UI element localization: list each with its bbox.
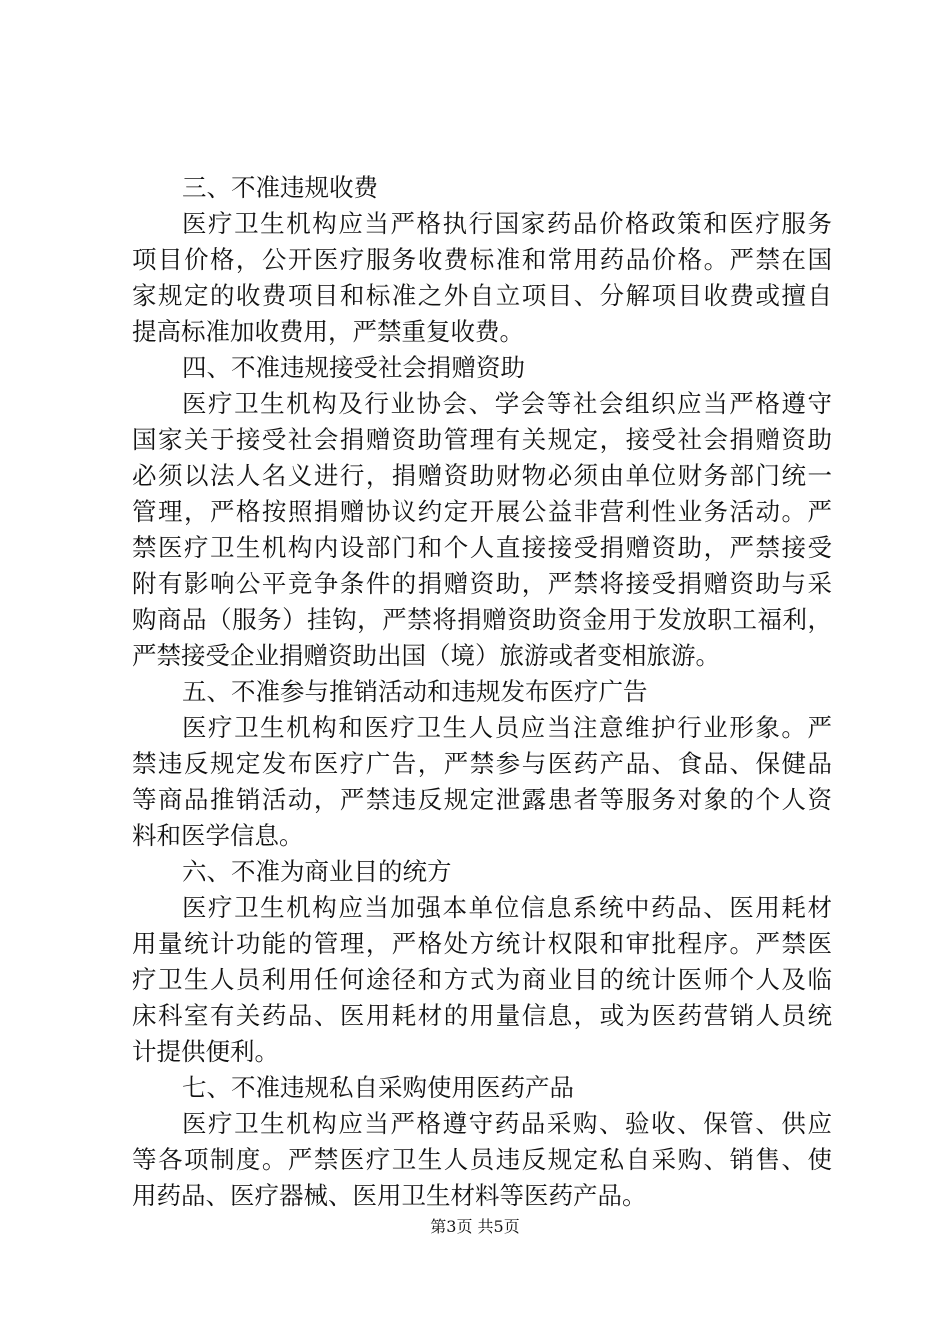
paragraph-line: 提高标准加收费用，严禁重复收费。 <box>132 317 524 346</box>
paragraph-line: 管理，严格按照捐赠协议约定开展公益非营利性业务活动。严 <box>132 497 832 526</box>
paragraph-line: 附有影响公平竞争条件的捐赠资助，严禁将接受捐赠资助与采 <box>132 569 832 598</box>
paragraph-line: 家规定的收费项目和标准之外自立项目、分解项目收费或擅自 <box>132 281 832 310</box>
section-heading: 七、不准违规私自采购使用医药产品 <box>182 1073 574 1102</box>
paragraph-line: 必须以法人名义进行，捐赠资助财物必须由单位财务部门统一 <box>132 461 832 490</box>
paragraph-line: 料和医学信息。 <box>132 821 304 850</box>
section-heading: 五、不准参与推销活动和违规发布医疗广告 <box>182 677 648 706</box>
page-number-footer: 第3页 共5页 <box>430 1217 520 1236</box>
paragraph-line: 医疗卫生机构应当加强本单位信息系统中药品、医用耗材 <box>182 893 832 922</box>
paragraph-line: 床科室有关药品、医用耗材的用量信息，或为医药营销人员统 <box>132 1001 832 1030</box>
section-heading: 六、不准为商业目的统方 <box>182 857 452 886</box>
paragraph-line: 禁违反规定发布医疗广告，严禁参与医药产品、食品、保健品 <box>132 749 832 778</box>
section-heading: 三、不准违规收费 <box>182 173 378 202</box>
section-heading: 四、不准违规接受社会捐赠资助 <box>182 353 525 382</box>
paragraph-line: 医疗卫生机构应当严格遵守药品采购、验收、保管、供应 <box>182 1109 832 1138</box>
paragraph-line: 用药品、医疗器械、医用卫生材料等医药产品。 <box>132 1181 647 1210</box>
paragraph-line: 等商品推销活动，严禁违反规定泄露患者等服务对象的个人资 <box>132 785 832 814</box>
paragraph-line: 医疗卫生机构和医疗卫生人员应当注意维护行业形象。严 <box>182 713 832 742</box>
paragraph-line: 购商品（服务）挂钩，严禁将捐赠资助资金用于发放职工福利， <box>132 605 832 634</box>
paragraph-line: 疗卫生人员利用任何途径和方式为商业目的统计医师个人及临 <box>132 965 832 994</box>
paragraph-line: 医疗卫生机构应当严格执行国家药品价格政策和医疗服务 <box>182 209 832 238</box>
paragraph-line: 国家关于接受社会捐赠资助管理有关规定，接受社会捐赠资助 <box>132 425 832 454</box>
paragraph-line: 计提供便利。 <box>132 1037 279 1066</box>
paragraph-line: 用量统计功能的管理，严格处方统计权限和审批程序。严禁医 <box>132 929 832 958</box>
paragraph-line: 禁医疗卫生机构内设部门和个人直接接受捐赠资助，严禁接受 <box>132 533 832 562</box>
paragraph-line: 项目价格，公开医疗服务收费标准和常用药品价格。严禁在国 <box>132 245 832 274</box>
paragraph-line: 等各项制度。严禁医疗卫生人员违反规定私自采购、销售、使 <box>132 1145 832 1174</box>
paragraph-line: 严禁接受企业捐赠资助出国（境）旅游或者变相旅游。 <box>132 641 720 670</box>
paragraph-line: 医疗卫生机构及行业协会、学会等社会组织应当严格遵守 <box>182 389 832 418</box>
